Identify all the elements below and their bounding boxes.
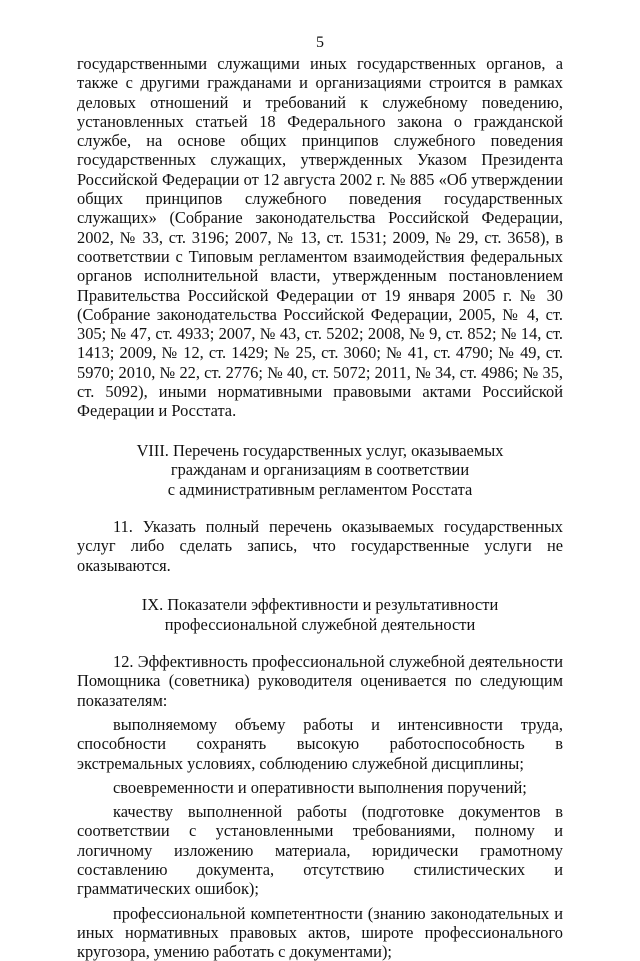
section-8-heading-line: с административным регламентом Росстата	[167, 479, 473, 499]
section-9-intro: 12. Эффективность профессиональной служебной деятельности Помощника (советника) руководителя оценивается по следующим показателям:	[77, 652, 563, 710]
section-8-heading-line: гражданам и организациям в соответствии	[170, 460, 470, 480]
indicator-item: выполняемому объему работы и интенсивности труда, способности сохранять высокую работоспособность в экстремальных условиях, соблюдению служебной дисциплины;	[77, 714, 563, 773]
document-body	[77, 54, 563, 961]
section-9-heading	[77, 595, 563, 634]
section-9-heading-line: профессиональной служебной деятельности	[164, 614, 476, 634]
page-number: 5	[316, 34, 324, 51]
section-8-heading	[77, 441, 563, 500]
indicator-item: профессиональной компетентности (знанию законодательных и иных нормативных правовых актов, широте профессионального кругозора, умению работать с документами);	[77, 903, 563, 961]
section-8-paragraph: 11. Указать полный перечень оказываемых государственных услуг либо сделать запись, что государственные услуги не оказываются.	[77, 517, 563, 575]
indicator-item: своевременности и оперативности выполнения поручений;	[113, 777, 527, 797]
intro-paragraph: государственными служащими иных государственных органов, а также с другими гражданами и организациями строится в рамках деловых отношений и требований к служебному поведению, установленных статьей 18 Федерального закона о гражданской службе, на основе общих принципов служебного поведения государственных служащих, утвержденных Указом Президента Российской Федерации от 12 августа 2002 г. № 885 «Об утверждении общих принципов служебного поведения государственных служащих» (Собрание законодательства Российской Федерации, 2002, № 33, ст. 3196; 2007, № 13, ст. 1531; 2009, № 29, ст. 3658), в соответствии с Типовым регламентом взаимодействия федеральных органов исполнительной власти, утвержденным постановлением Правительства Российской Федерации от 19 января 2005 г. № 30 (Собрание законодательства Российской Федерации, 2005, № 4, ст. 305; № 47, ст. 4933; 2007, № 43, ст. 5202; 2008, № 9, ст. 852; № 14, ст. 1413; 2009, № 12, ст. 1429; № 25, ст. 3060; № 41, ст. 4790; № 49, ст. 5970; 2010, № 22, ст. 2776; № 40, ст. 5072; 2011, № 34, ст. 4986; № 35, ст. 5092), иными нормативными правовыми актами Российской Федерации и Росстата.	[77, 54, 563, 421]
section-9-heading-line: IX. Показатели эффективности и результативности	[141, 595, 499, 615]
indicator-item: качеству выполненной работы (подготовке документов в соответствии с установленными требованиями, полному и логичному изложению материала, юридически грамотному составлению документа, отсутствию стилистических и грамматических ошибок);	[77, 802, 563, 899]
section-8-heading-line: VIII. Перечень государственных услуг, оказываемых	[136, 440, 504, 460]
